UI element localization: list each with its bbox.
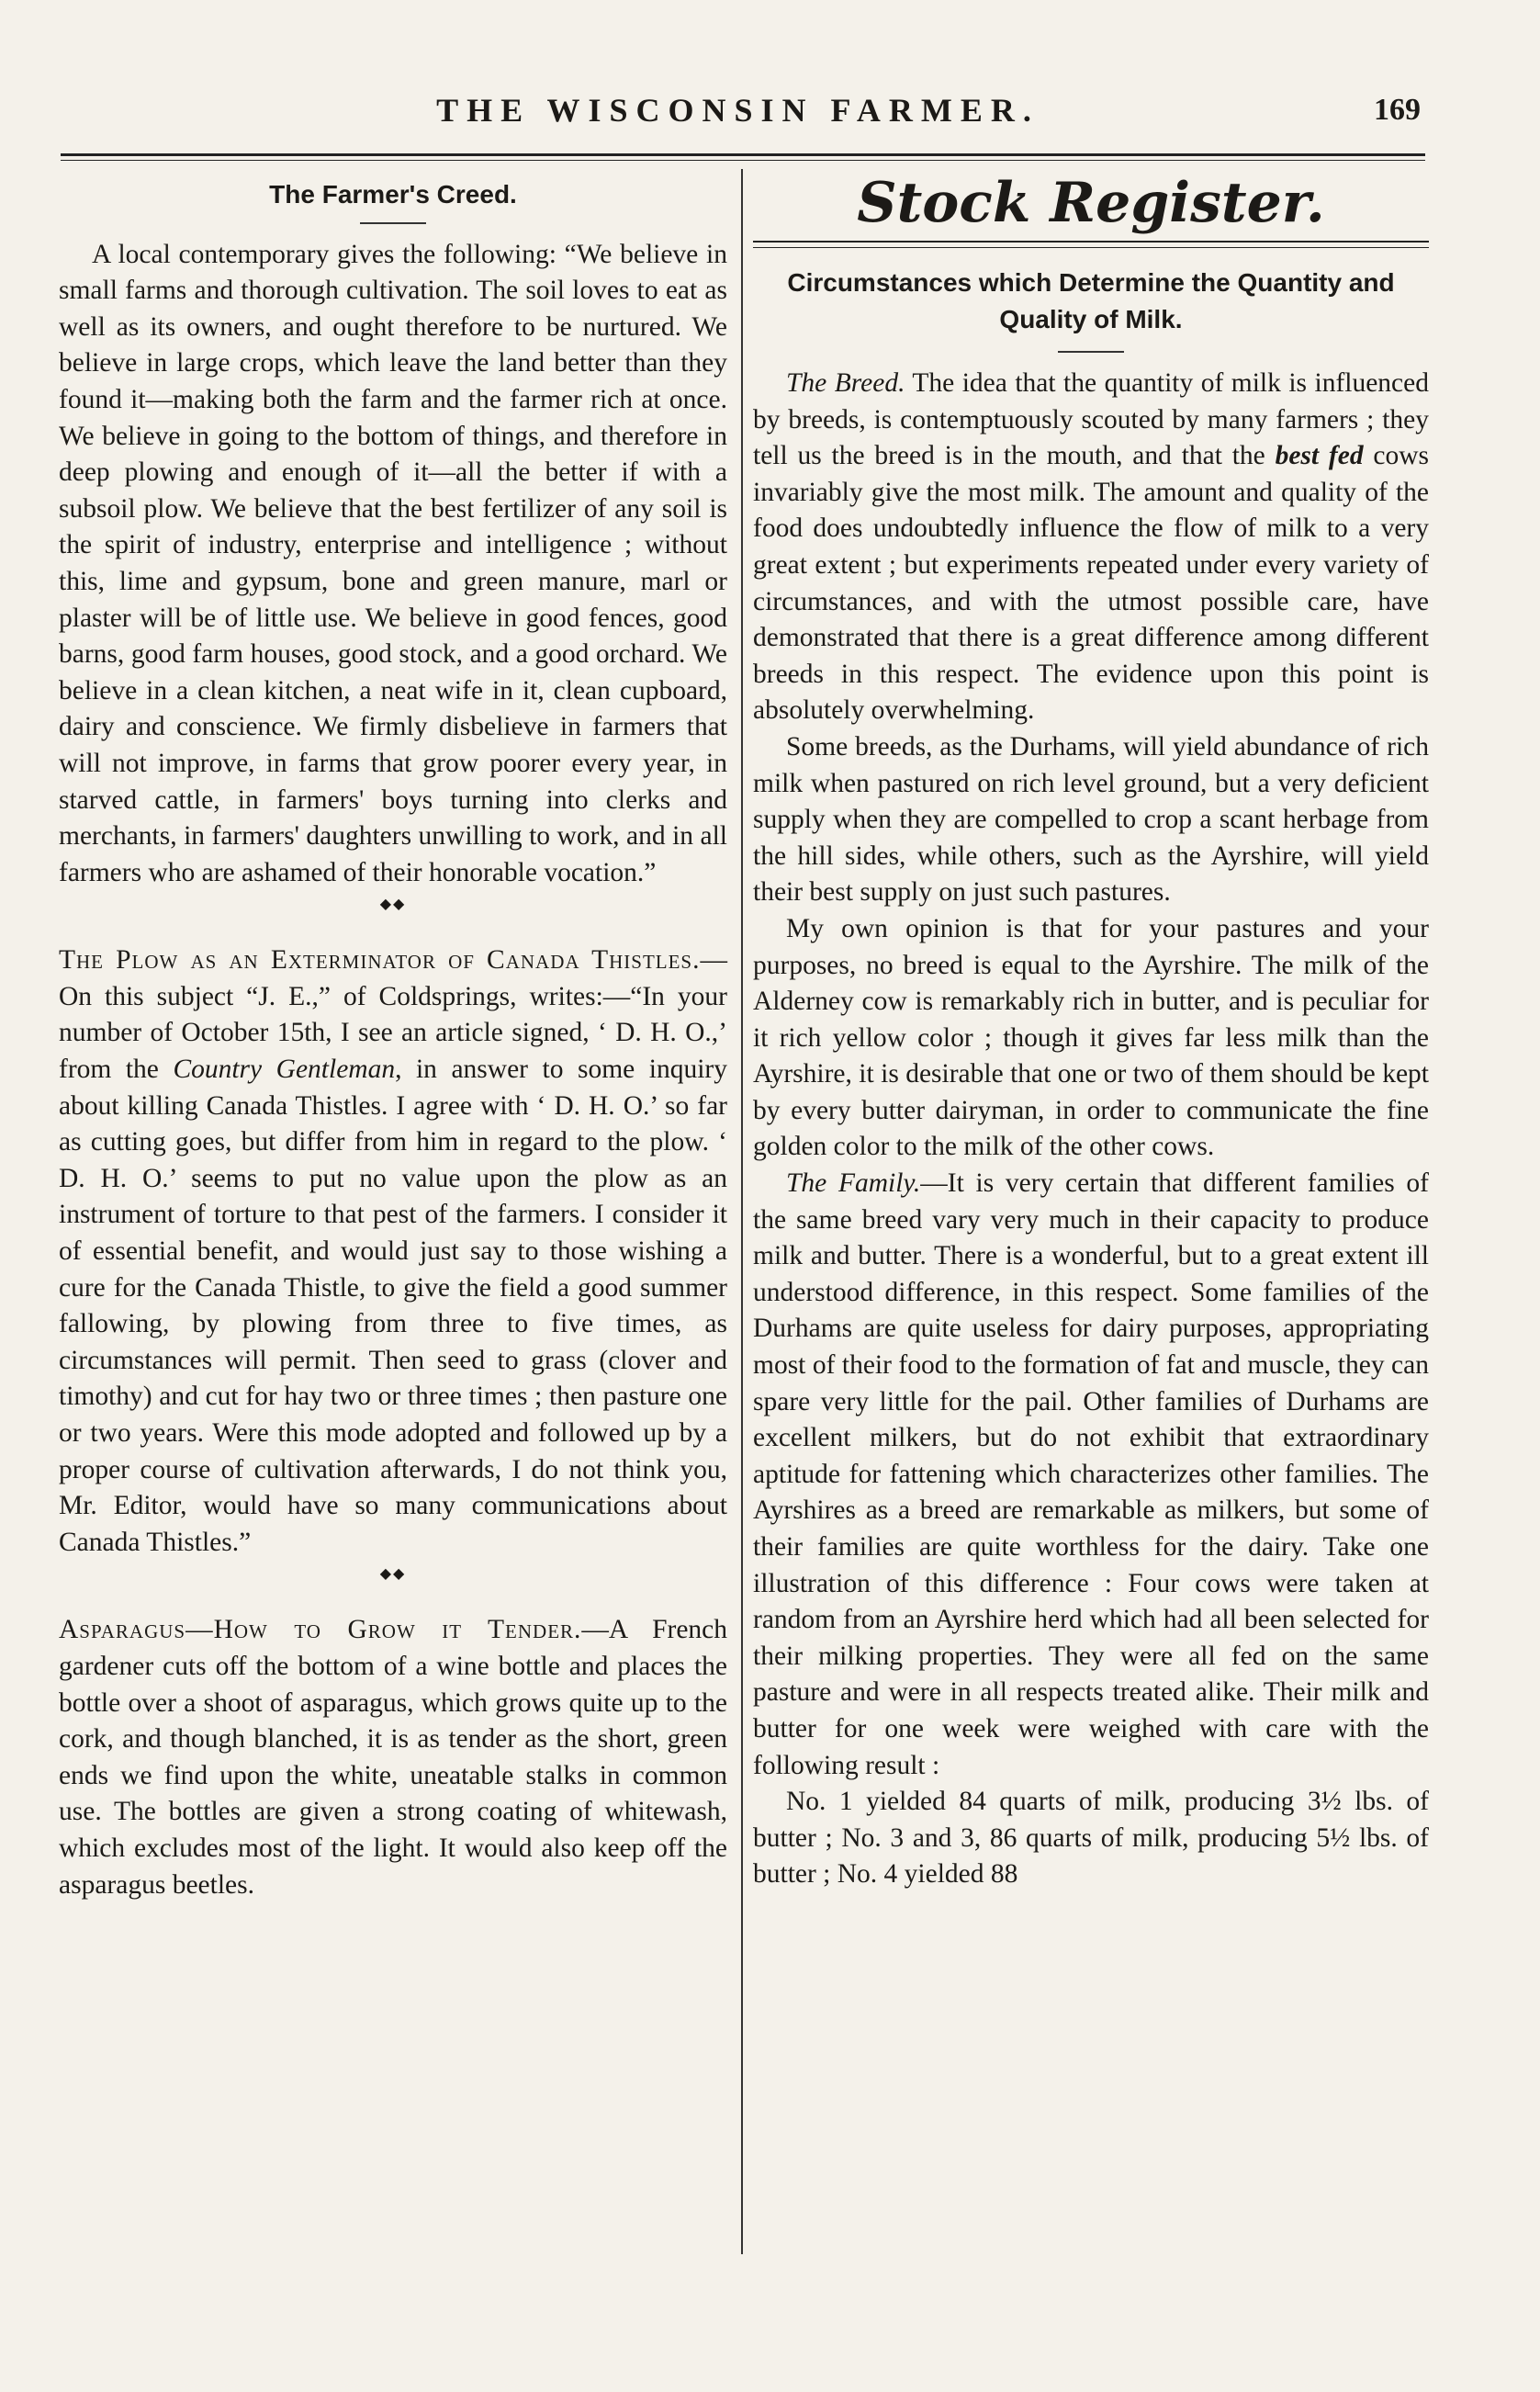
breed-text-italic: best fed: [1275, 441, 1364, 471]
paragraph-opinion: My own opinion is that for your pastures and your purposes, no breed is equal to the Ayrshire. The milk of the Alderney cow is remarkably rich in butter, and is peculiar for it rich yellow color ; though it gives far less milk than the Ayrshire, it is desirable that one or two of them should be kept by every butter dairyman, in order to communicate the fine golden color to the milk of the other cows.: [753, 913, 1429, 1162]
paragraph-durhams: Some breeds, as the Durhams, will yield abundance of rich milk when pastured on rich level ground, but a very deficient supply when they are compelled to crop a scant herbage from the hill sides, while others, such as the Ayrshire, will yield their best supply on just such pastures.: [753, 731, 1429, 908]
breed-text-b: cows invariably give the most milk. The amount and quality of the food does undoubtedly influence the flow of milk to a very great extent ; but experiments repeated under every variety of circumstances, and with the utmost possible care, have demonstrated that there is a great difference among different breeds in this respect. The evidence upon this point is absolutely overwhelming.: [753, 441, 1430, 726]
header-rule: [61, 153, 1425, 156]
plow-body-2: , in answer to some inquiry about killing Canada Thistles. I agree with ‘ D. H. O.’ so far as cutting goes, but differ from him in regard to the plow. ‘ D. H. O.’ seems to put no value upon the plow as an instrument of torture to that pest of the farmers. I consider it of essential benefit, and would just say to those wishing a cure for the Canada Thistle, to give the field a good summer fallowing, by plowing from three to five times, as circumstances will permit. Then seed to grass (clover and timothy) and cut for hay two or three times ; then pasture one or two years. Were this mode adopted and followed up by a proper course of cultivation afterwards, I do not think you, Mr. Editor, would have so many communications about Canada Thistles.”: [59, 1055, 727, 1557]
plow-body-1: —On this subject “J. E.,” of Coldsprings, writes:—“In your number of October 15th, I see an article signed, ‘ D. H. O.,’ from the: [59, 945, 727, 1085]
right-column: [753, 173, 1429, 1893]
section-ornament: ◆◆: [379, 1566, 407, 1583]
left-column: [59, 173, 727, 1903]
section-title: Stock Register.: [857, 171, 1325, 235]
paragraph-family: [753, 1166, 1429, 1784]
section-rule: [753, 241, 1429, 243]
asparagus-lead: Asparagus—How to Grow it Tender.: [59, 1615, 582, 1645]
family-lead: The Family.: [786, 1168, 921, 1199]
breed-lead: The Breed.: [786, 368, 905, 398]
paragraph-breed: [753, 366, 1429, 729]
section-rule-thin: [753, 247, 1429, 248]
plow-body-italic: Country Gentleman: [173, 1055, 396, 1085]
paragraph-results: No. 1 yielded 84 quarts of milk, producing 3½ lbs. of butter ; No. 3 and 3, 86 quarts of milk, producing 5½ lbs. of butter ; No. 4 yielded 88: [753, 1787, 1429, 1890]
page-number: 169: [1374, 93, 1421, 127]
breed-text-a: The idea that the quantity of milk is influenced by breeds, is contemptuously scouted by many farmers ; they tell us the breed is in the mouth, and that the: [753, 368, 1429, 471]
plow-lead: The Plow as an Exterminator of Canada Thistles.: [59, 945, 701, 976]
article-title: Circumstances which Determine the Quantity and Quality of Milk.: [787, 268, 1395, 333]
plow-article: [59, 942, 727, 1561]
column-divider: [741, 169, 743, 2254]
family-text: —It is very certain that different families of the same breed vary very much in their capacity to produce milk and butter. There is a wonderful, but to a great extent ill understood difference, in this respect. Some families of the Durhams are quite useless for dairy purposes, appropriating most of their food to the formation of fat and muscle, they can spare very little for the pail. Other families of Durhams are excellent milkers, but do not exhibit that extraordinary aptitude for fattening which characterizes other families. The Ayrshires as a breed are remarkable as milkers, but some of their families are quite worthless for the dairy. Take one illustration of this difference : Four cows were taken at random from an Ayrshire herd which had all been selected for their milking properties. They were all fed on the same pasture and were in all respects treated alike. Their milk and butter for one week were weighed with care with the following result :: [753, 1168, 1429, 1780]
asparagus-article: [59, 1612, 727, 1903]
section-ornament: ◆◆: [379, 897, 407, 913]
asparagus-body: —A French gardener cuts off the bottom of a wine bottle and places the bottle over a shoot of asparagus, which grows quite up to the cork, and though blanched, it is as tender as the short, green ends we find upon the white, uneatable stalks in common use. The bottles are given a strong coating of whitewash, which excludes most of the light. It would also keep off the asparagus beetles.: [59, 1615, 728, 1900]
title-rule: [1058, 351, 1124, 353]
running-head: [55, 87, 1421, 133]
creed-body: A local contemporary gives the following: “We believe in small farms and thorough cultivation. The soil loves to eat as well as its owners, and ought therefore to be nurtured. We believe in large crops, which leave the land better than they found it—making both the farm and the farmer rich at once. We believe in going to the bottom of things, and therefore in deep plowing and enough of it—all the better if with a subsoil plow. We believe that the best fertilizer of any soil is the spirit of industry, enterprise and intelligence ; without this, lime and gypsum, bone and green manure, marl or plaster will be of little use. We believe in good fences, good barns, good farm houses, good stock, and a good orchard. We believe in a clean kitchen, a neat wife in it, clean cupboard, dairy and conscience. We firmly disbelieve in farmers that will not improve, in farms that grow poorer every year, in starved cattle, in farmers' boys turning into clerks and merchants, in farmers' daughters unwilling to work, and in all farmers who are ashamed of their honorable vocation.”: [59, 239, 727, 887]
creed-title: The Farmer's Creed.: [269, 180, 517, 209]
running-title: THE WISCONSIN FARMER.: [436, 92, 1040, 129]
header-rule-thin: [61, 160, 1425, 161]
title-rule: [360, 222, 426, 224]
